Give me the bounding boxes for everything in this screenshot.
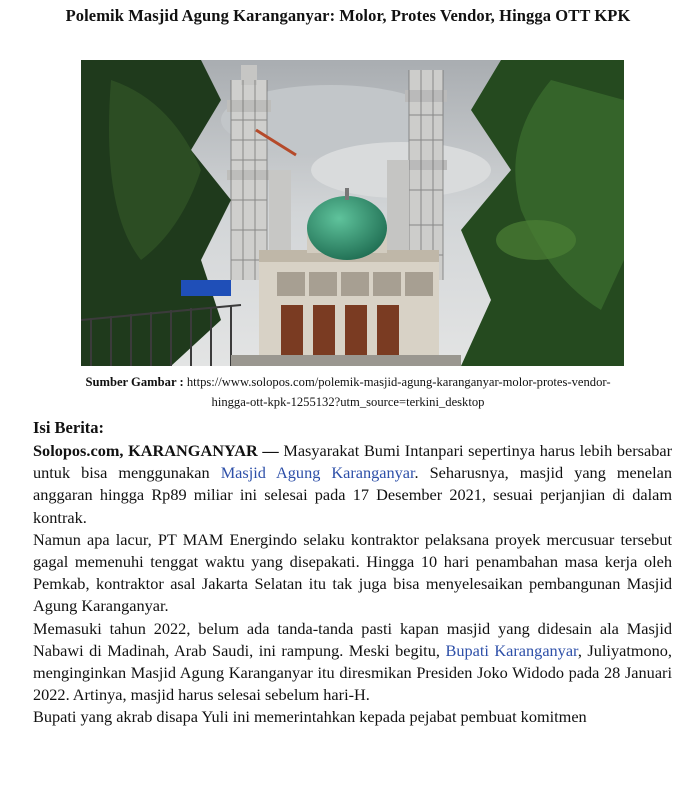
paragraph-2: Namun apa lacur, PT MAM Energindo selaku kontraktor pelaksana proyek mercusuar tersebut gagal memenuhi tenggat waktu yang disepakati. Hingga 10 hari penambahan masa kerja oleh Pemkab, kontraktor asal Jakarta Selatan itu tak juga bisa menyelesaikan pembangunan Masjid Agung Karanganyar. xyxy=(33,529,672,616)
link-masjid-agung-karanganyar[interactable]: Masjid Agung Karanganyar xyxy=(220,463,415,483)
caption-label: Sumber Gambar : xyxy=(85,375,184,389)
link-bupati-karanganyar[interactable]: Bupati Karanganyar xyxy=(445,640,578,660)
image-caption xyxy=(20,372,676,412)
paragraph-4: Bupati yang akrab disapa Yuli ini memerintahkan kepada pejabat pembuat komitmen xyxy=(33,707,587,727)
article-title: Polemik Masjid Agung Karanganyar: Molor, Protes Vendor, Hingga OTT KPK xyxy=(65,6,631,25)
paragraph-3-text-a: Memasuki tahun 2022, belum ada tanda-tanda pasti kapan masjid yang didesain ala Masjid Nabawi di Madinah, Arab Saudi, ini rampung. Meski begitu, xyxy=(33,618,672,660)
mosque-photo xyxy=(81,60,624,366)
article-body xyxy=(33,440,672,729)
paragraph-1-text-a: Masyarakat Bumi Intanpari sepertinya harus lebih bersabar untuk bisa menggunakan xyxy=(33,441,672,483)
paragraph-1-text-b: . Seharusnya, masjid yang menelan anggaran hingga Rp89 miliar ini selesai pada 17 Desember 2021, sesuai perjanjian di dalam kontrak. xyxy=(33,463,673,527)
caption-source-url-part-2: hingga-ott-kpk-1255132?utm_source=terkini_desktop xyxy=(211,395,485,409)
paragraph-3-text-b: , Juliyatmono, menginginkan Masjid Agung Karanganyar itu diresmikan Presiden Joko Widodo pada 28 Januari 2022. Artinya, masjid harus selesai sebelum hari-H. xyxy=(33,640,673,705)
paragraph-1 xyxy=(33,440,672,529)
section-heading: Isi Berita: xyxy=(33,418,105,437)
caption-source-url-part-1: https://www.solopos.com/polemik-masjid-agung-karanganyar-molor-protes-vendor- xyxy=(186,375,611,389)
paragraph-3 xyxy=(33,618,672,707)
dateline: Solopos.com, KARANGANYAR — xyxy=(33,441,279,460)
caption-line-1 xyxy=(20,372,676,392)
